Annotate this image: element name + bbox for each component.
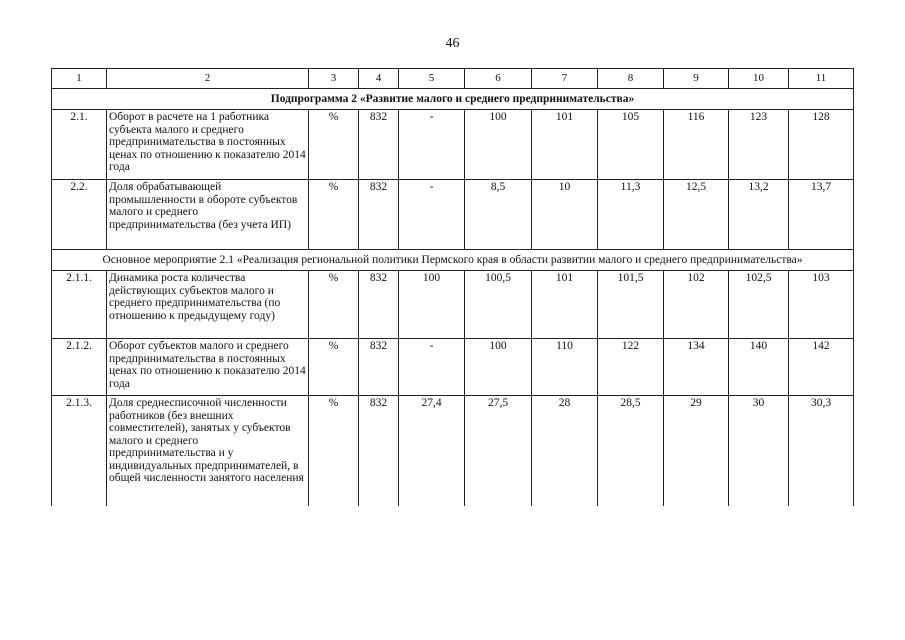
value: 142 [789, 339, 854, 396]
value: - [399, 339, 465, 396]
code: 832 [359, 180, 399, 250]
value: - [399, 180, 465, 250]
indicator-name: Оборот субъектов малого и среднего предпринимательства в постоянных ценах по отношению к показателю 2014 года [107, 339, 309, 396]
value: 28 [532, 396, 598, 506]
column-header: 4 [359, 69, 399, 89]
value: 10 [532, 180, 598, 250]
code: 832 [359, 110, 399, 180]
unit: % [309, 180, 359, 250]
table-row [52, 271, 854, 339]
subprogram-title: Подпрограмма 2 «Развитие малого и среднего предпринимательства» [52, 89, 854, 110]
column-header: 10 [729, 69, 789, 89]
value: 8,5 [465, 180, 532, 250]
value: 27,4 [399, 396, 465, 506]
column-header: 7 [532, 69, 598, 89]
column-header: 11 [789, 69, 854, 89]
column-header: 5 [399, 69, 465, 89]
page-number: 46 [445, 36, 460, 51]
column-header: 3 [309, 69, 359, 89]
unit: % [309, 339, 359, 396]
value: 30,3 [789, 396, 854, 506]
unit: % [309, 396, 359, 506]
value: 29 [664, 396, 729, 506]
row-number: 2.1.2. [52, 339, 107, 396]
header-row [52, 69, 854, 89]
value: 140 [729, 339, 789, 396]
code: 832 [359, 396, 399, 506]
table-row [52, 339, 854, 396]
value: 110 [532, 339, 598, 396]
value: 100 [465, 110, 532, 180]
value: 116 [664, 110, 729, 180]
indicator-name: Оборот в расчете на 1 работника субъекта малого и среднего предпринимательства в постоянных ценах по отношению к показателю 2014 года [107, 110, 309, 180]
row-number: 2.2. [52, 180, 107, 250]
row-number: 2.1.3. [52, 396, 107, 506]
value: 100 [465, 339, 532, 396]
table-row [52, 396, 854, 506]
indicator-name: Доля обрабатывающей промышленности в обороте субъектов малого и среднего предпринимательства (без учета ИП) [107, 180, 309, 250]
subprogram-row [52, 89, 854, 110]
value: 102 [664, 271, 729, 339]
value: 30 [729, 396, 789, 506]
value: - [399, 110, 465, 180]
value: 101,5 [598, 271, 664, 339]
unit: % [309, 110, 359, 180]
table-row [52, 180, 854, 250]
value: 13,2 [729, 180, 789, 250]
table-row [52, 110, 854, 180]
column-header: 8 [598, 69, 664, 89]
value: 100,5 [465, 271, 532, 339]
value: 11,3 [598, 180, 664, 250]
column-header: 2 [107, 69, 309, 89]
unit: % [309, 271, 359, 339]
column-header: 6 [465, 69, 532, 89]
value: 102,5 [729, 271, 789, 339]
value: 27,5 [465, 396, 532, 506]
column-header: 1 [52, 69, 107, 89]
code: 832 [359, 271, 399, 339]
value: 100 [399, 271, 465, 339]
column-header: 9 [664, 69, 729, 89]
value: 134 [664, 339, 729, 396]
value: 12,5 [664, 180, 729, 250]
value: 101 [532, 271, 598, 339]
value: 13,7 [789, 180, 854, 250]
row-number: 2.1.1. [52, 271, 107, 339]
code: 832 [359, 339, 399, 396]
row-number: 2.1. [52, 110, 107, 180]
main-event-title: Основное мероприятие 2.1 «Реализация региональной политики Пермского края в области развитии малого и среднего предпринимательства» [52, 250, 854, 271]
main-event-row [52, 250, 854, 271]
indicator-name: Динамика роста количества действующих субъектов малого и среднего предпринимательства (по отношению к предыдущему году) [107, 271, 309, 339]
value: 128 [789, 110, 854, 180]
value: 28,5 [598, 396, 664, 506]
indicators-table [51, 68, 854, 506]
value: 103 [789, 271, 854, 339]
value: 122 [598, 339, 664, 396]
indicator-name: Доля среднесписочной численности работников (без внешних совместителей), занятых у субъектов малого и среднего предпринимательства и у индивидуальных предпринимателей, в общей численности занятого населения [107, 396, 309, 506]
value: 105 [598, 110, 664, 180]
value: 101 [532, 110, 598, 180]
value: 123 [729, 110, 789, 180]
